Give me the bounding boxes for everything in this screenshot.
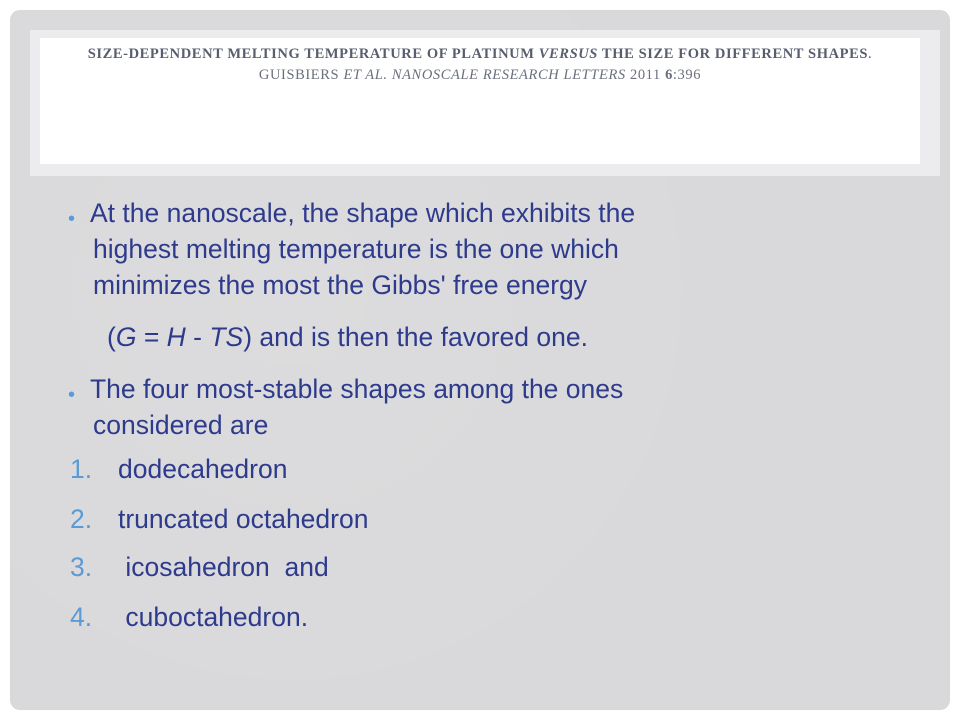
reference-author: GUISBIERS <box>258 67 344 83</box>
formula-eq: = <box>136 322 167 352</box>
title-part1: SIZE-DEPENDENT MELTING TEMPERATURE OF PLATINUM <box>87 46 539 62</box>
list-number-1: 1. <box>70 454 93 484</box>
reference-page: :396 <box>672 67 702 83</box>
slide <box>10 10 950 710</box>
bullet-1-line-1: At the nanoscale, the shape which exhibits the <box>90 198 636 228</box>
bullet-marker: • <box>68 208 76 230</box>
formula-h: H <box>166 322 186 352</box>
bullet-2-line-2: considered are <box>93 410 269 440</box>
bullet-1-line-3: minimizes the most the Gibbs' free energy <box>93 270 588 300</box>
list-number-2: 2. <box>70 504 93 534</box>
formula-ts: TS <box>209 322 244 352</box>
gibbs-formula-line <box>107 320 588 355</box>
bullet-2-line-1: The four most-stable shapes among the ones <box>90 374 624 404</box>
formula-open: ( <box>107 322 116 352</box>
formula-g: G <box>115 322 137 352</box>
list-item-dodecahedron: dodecahedron <box>118 454 288 484</box>
list-number-3: 3. <box>70 552 93 582</box>
reference-year: 2011 <box>625 67 666 83</box>
title-versus: VERSUS <box>538 46 598 62</box>
reference-journal: ET AL. NANOSCALE RESEARCH LETTERS <box>343 67 626 83</box>
slide-body <box>10 10 950 710</box>
title-part3: THE SIZE FOR DIFFERENT SHAPES <box>597 46 869 62</box>
formula-close: ) and is then the favored one. <box>243 322 588 352</box>
list-item-truncated-octahedron: truncated octahedron <box>118 504 369 534</box>
bullet-marker: • <box>68 384 76 406</box>
list-number-4: 4. <box>70 602 93 632</box>
reference-volume: 6 <box>665 67 673 83</box>
formula-minus: - <box>185 322 210 352</box>
list-item-icosahedron: icosahedron and <box>118 552 329 582</box>
bullet-1-line-2: highest melting temperature is the one which <box>93 234 619 264</box>
title-period: . <box>868 46 873 62</box>
list-item-cuboctahedron: cuboctahedron. <box>118 602 309 632</box>
